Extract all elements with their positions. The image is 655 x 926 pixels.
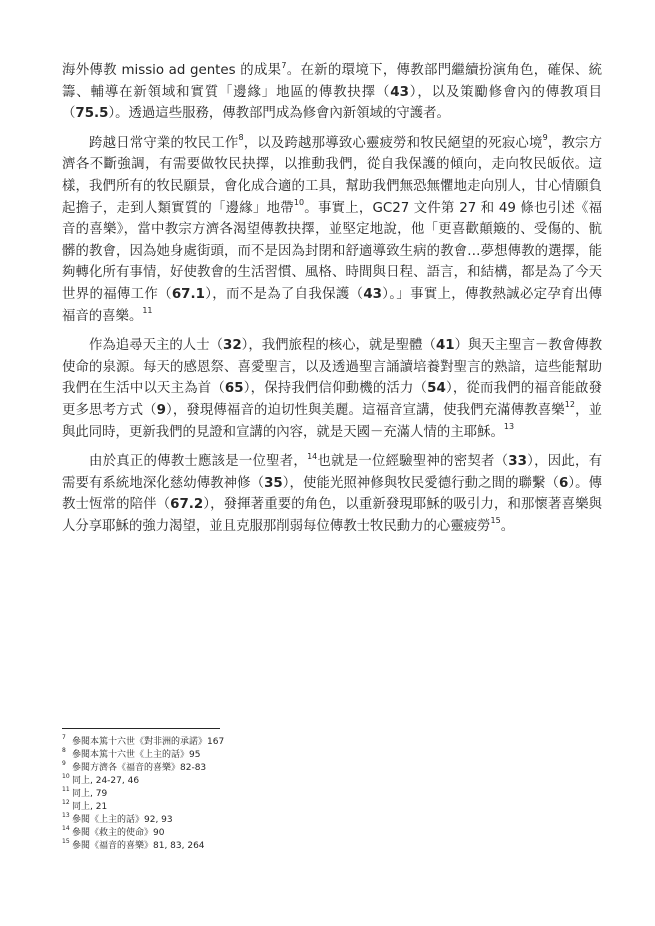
footnote: $^9$ 參閱方濟各《福音的喜樂》82-83 bbox=[62, 760, 207, 773]
article-reference: 75.5 bbox=[75, 106, 109, 122]
text-run: 也就是一位經驗聖神的密契者（ bbox=[317, 454, 509, 470]
footnote-text: 同上, 79 bbox=[72, 789, 108, 799]
footnote-ref: 8 bbox=[238, 133, 244, 143]
text-run: ，並與此同時，更新我們的見證和宣講的內容，就是天國－充滿人情的主耶穌。 bbox=[62, 402, 602, 440]
text-run: ）與天主聖言－教會傳教使命的泉源。每天的感恩祭、喜愛聖言，以及透過聖言誦讀培養對聖言的熟諳，這些能幫助我們在生活中以天主為首（ bbox=[62, 338, 602, 397]
footnote: $^8$ 參閱本篤十六世《上主的話》95 bbox=[62, 747, 201, 760]
text-run: 跨越日常守業的牧民工作 bbox=[89, 135, 239, 151]
text-run: ）。透過這些服務，傳教部門成為修會內新領域的守護者。 bbox=[108, 106, 450, 122]
article-reference: 67.2 bbox=[170, 497, 204, 513]
footnote: $^{15}$ 參閱《福音的喜樂》81, 83, 264 bbox=[62, 838, 205, 851]
article-reference: 33 bbox=[508, 454, 527, 470]
footnote: $^{14}$ 參閱《救主的使命》90 bbox=[62, 825, 165, 838]
body-text bbox=[62, 60, 602, 545]
footnote-text: 同上, 24-27, 46 bbox=[72, 776, 140, 786]
footnote: $^{11}$ 同上, 79 bbox=[62, 786, 108, 799]
footnote-ref: 9 bbox=[542, 133, 548, 143]
text-run: 。在新的環境下，傳教部門繼續扮演角色，確保、統籌、輔導在新領域和實質「邊緣」地區的傳教抉擇（ bbox=[62, 63, 602, 100]
footnote-ref: 15 bbox=[490, 516, 501, 526]
text-run: ），使能光照神修與牧民愛德行動之間的聯繫（ bbox=[282, 475, 559, 491]
article-reference: 9 bbox=[156, 402, 166, 418]
article-reference: 43 bbox=[363, 286, 382, 302]
text-run: ）。傳教士恆常的陪伴（ bbox=[62, 475, 602, 513]
footnote-text: 參閱方濟各《福音的喜樂》82-83 bbox=[72, 763, 207, 773]
text-run: ）。」事實上，傳教熱誠必定孕育出傳福音的喜樂。 bbox=[62, 286, 602, 324]
text-run: ），發現傳福音的迫切性與美麗。這福音宣講，使我們充滿傳教喜樂 bbox=[165, 402, 565, 418]
article-reference: 32 bbox=[223, 338, 242, 354]
article-reference: 54 bbox=[427, 381, 446, 397]
footnote-ref: 11 bbox=[142, 306, 153, 316]
body-paragraph bbox=[62, 451, 602, 537]
article-reference: 43 bbox=[390, 84, 409, 100]
footnote: $^{13}$ 參閱《上主的話》92, 93 bbox=[62, 812, 173, 825]
article-reference: 41 bbox=[435, 338, 455, 354]
text-run: ），我們旅程的核心，就是聖體（ bbox=[241, 338, 436, 354]
text-run: 。事實上，GC27 文件第 27 和 49 條也引述《福音的喜樂》，當中教宗方濟各渴望傳教抉擇，並堅定地說，他「更喜歡顛簸的、受傷的、骯髒的教會，因為她身處街頭，而不是因為封閉和舒適導致生病的教會…夢想傳教的選擇，能夠轉化所有事情，好使教會的生活習慣、風格、時間與日程、語言，和結構，都是為了今天世界的福傳工作（ bbox=[62, 200, 603, 302]
text-run: ），發揮著重要的角色，以重新發現耶穌的吸引力，和那懷著喜樂與人分享耶穌的強力渴望，並且克服那削弱每位傳教士牧民動力的心靈疲勞 bbox=[62, 497, 602, 534]
article-reference: 6 bbox=[558, 475, 569, 491]
article-reference: 65 bbox=[224, 381, 244, 397]
body-paragraph bbox=[62, 335, 602, 443]
footnote: $^{10}$ 同上, 24-27, 46 bbox=[62, 773, 140, 786]
article-reference: 35 bbox=[264, 475, 283, 491]
text-run: ，以及跨越那導致心靈疲勞和牧民絕望的死寂心境 bbox=[243, 135, 543, 151]
text-run: 海外傳教 missio ad gentes 的成果 bbox=[62, 63, 282, 78]
text-run: 作為追尋天主的人士（ bbox=[89, 338, 223, 354]
text-run: 由於真正的傳教士應該是一位聖者， bbox=[89, 454, 308, 470]
footnote-text: 同上, 21 bbox=[72, 802, 108, 812]
footnote-text: 參閱《上主的話》92, 93 bbox=[72, 815, 173, 825]
text-run: ），保持我們信仰動機的活力（ bbox=[243, 381, 428, 397]
footnote-ref: 13 bbox=[503, 422, 515, 432]
text-run: ），從而我們的福音能啟發更多思考方式（ bbox=[62, 381, 602, 418]
text-run: 。 bbox=[500, 518, 515, 534]
footnote-text: 參閱《福音的喜樂》81, 83, 264 bbox=[72, 841, 205, 851]
footnote-text: 參閱本篤十六世《對非洲的承諾》167 bbox=[72, 737, 225, 747]
footnote: $^7$ 參閱本篤十六世《對非洲的承諾》167 bbox=[62, 734, 225, 747]
article-reference: 67.1 bbox=[171, 286, 205, 302]
footnote-ref: 7 bbox=[281, 60, 287, 70]
text-run: ，教宗方濟各不斷強調，有需要做牧民抉擇，以推動我們，從自我保護的傾向，走向牧民皈依。這樣，我們所有的牧民願景，會化成合適的工具，幫助我們無恐無懼地走向別人，甘心情願負起擔子，走到人類實質的「邊緣」地帶 bbox=[62, 135, 603, 216]
footnote-text: 參閱本篤十六世《上主的話》95 bbox=[72, 750, 201, 760]
text-run: ），而不是為了自我保護（ bbox=[204, 286, 364, 302]
footnote-ref: 10 bbox=[293, 198, 305, 208]
footnote-ref: 14 bbox=[307, 451, 318, 461]
footnote: $^{12}$ 同上, 21 bbox=[62, 799, 108, 812]
footnote-text: 參閱《救主的使命》90 bbox=[72, 828, 165, 838]
body-paragraph bbox=[62, 133, 602, 327]
text-run: ），因此，有需要有系統地深化慈幼傳教神修（ bbox=[62, 454, 603, 491]
body-paragraph bbox=[62, 60, 602, 125]
text-run: ），以及策勵修會內的傳教項目（ bbox=[62, 84, 602, 122]
footnotes bbox=[62, 736, 602, 853]
footnote-ref: 12 bbox=[564, 400, 575, 410]
footnote-separator bbox=[62, 728, 220, 729]
